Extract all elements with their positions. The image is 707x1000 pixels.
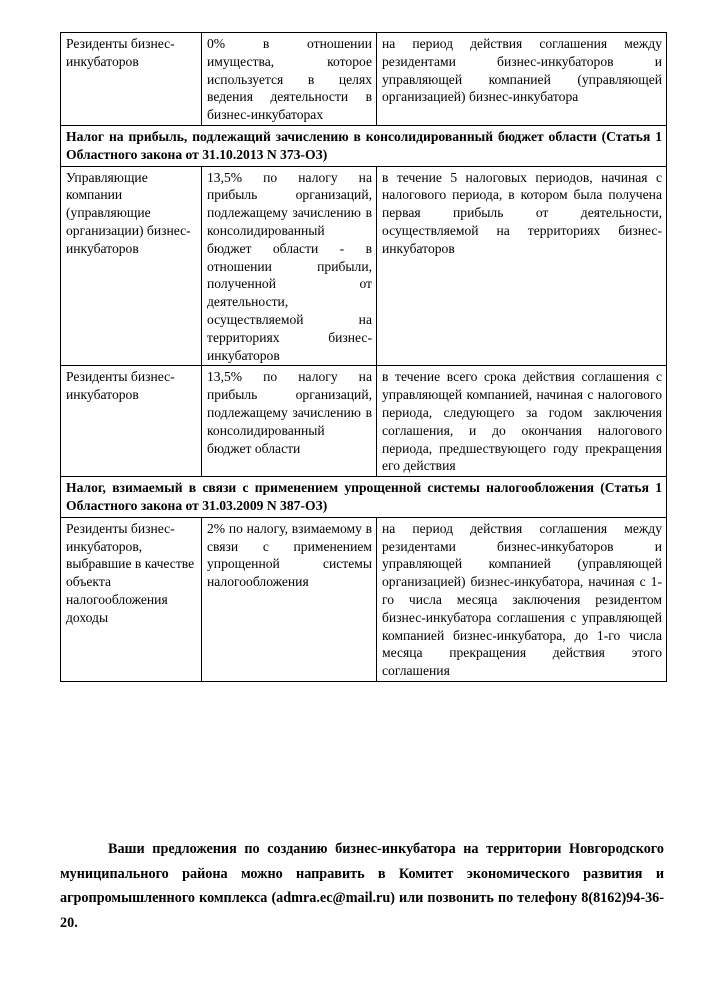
rate-cell: 13,5% по налогу на прибыль организаций, подлежащему зачислению в консолидированный бюджет области - в отношении прибыли, полученной от деятельности, осуществляемой на территориях бизнес-инкубаторов — [202, 166, 377, 366]
section-header-profit-tax: Налог на прибыль, подлежащий зачислению в консолидированный бюджет области (Статья 1 Областного закона от 31.10.2013 N 373-ОЗ) — [61, 125, 667, 166]
recipient-cell: Резиденты бизнес-инкубаторов, выбравшие в качестве объекта налогообложения доходы — [61, 517, 202, 681]
rate-cell: 0% в отношении имущества, которое используется в целях ведения деятельности в бизнес-инкубаторах — [202, 33, 377, 126]
table-row — [61, 33, 667, 126]
table-row — [61, 517, 667, 681]
table-row — [61, 166, 667, 366]
recipient-cell: Резиденты бизнес-инкубаторов — [61, 33, 202, 126]
period-cell: на период действия соглашения между резидентами бизнес-инкубаторов и управляющей компанией (управляющей организацией) бизнес-инкубатора, начиная с 1-го числа месяца заключения резидентом бизнес-инкубатора соглашения с управляющей компанией бизнес-инкубатора, до 1-го числа месяца прекращения действия этого соглашения — [377, 517, 667, 681]
period-cell: на период действия соглашения между резидентами бизнес-инкубаторов и управляющей компанией (управляющей организацией) бизнес-инкубатора — [377, 33, 667, 126]
recipient-cell: Резиденты бизнес-инкубаторов — [61, 366, 202, 477]
contact-paragraph: Ваши предложения по созданию бизнес-инкубатора на территории Новгородского муниципального района можно направить в Комитет экономического развития и агропромышленного комплекса (admra.ec@mail.ru) или позвонить по телефону 8(8162)94-36-20. — [60, 841, 664, 931]
tax-benefits-table — [60, 32, 667, 682]
table-section-header — [61, 477, 667, 518]
section-header-simplified-tax: Налог, взимаемый в связи с применением упрощенной системы налогообложения (Статья 1 Областного закона от 31.03.2009 N 387-ОЗ) — [61, 477, 667, 518]
table-section-header — [61, 125, 667, 166]
period-cell: в течение всего срока действия соглашения с управляющей компанией, начиная с налогового периода, следующего за годом заключения соглашения, и до окончания налогового периода, предшествующего году прекращения его действия — [377, 366, 667, 477]
table-row — [61, 366, 667, 477]
rate-cell: 2% по налогу, взимаемому в связи с применением упрощенной системы налогообложения — [202, 517, 377, 681]
period-cell: в течение 5 налоговых периодов, начиная с налогового периода, в котором была получена первая прибыль от деятельности, осуществляемой на территориях бизнес-инкубаторов — [377, 166, 667, 366]
recipient-cell: Управляющие компании (управляющие организации) бизнес-инкубаторов — [61, 166, 202, 366]
rate-cell: 13,5% по налогу на прибыль организаций, подлежащему зачислению в консолидированный бюджет области — [202, 366, 377, 477]
